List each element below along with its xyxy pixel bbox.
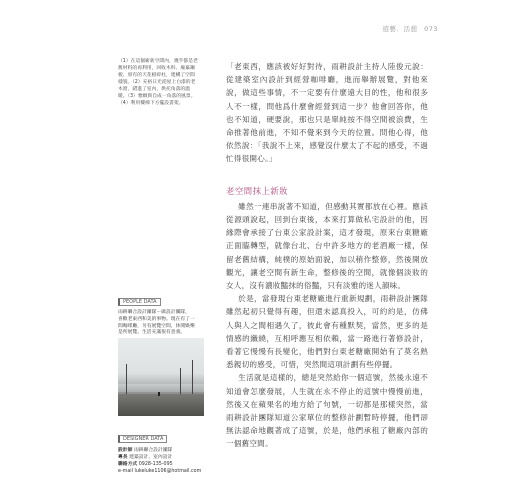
caption-line: 板、原有的天花板碎柱，建構了空間 (118, 73, 195, 78)
photo-figure (158, 392, 160, 396)
page-header (383, 24, 439, 33)
designer-row: 設計師 雨耕聯合設計團隊 (118, 448, 173, 453)
photo-tree (180, 368, 181, 394)
page-number: 073 (424, 25, 438, 33)
article-paragraph: 生活就是這樣的，總是突然給你一個這號，然後永遠不知道會怎麼發展，人生就在永不停止的這號中慢慢前進，然後又在蘋果名的地方給了句號，一切都是那樣突然，當雨耕設計團隊知道公家單位的整修計劃暫時停擺，他們卻無法認命地觀著成了這號，於是，他們承租了糖廠內部的一個舊空間。 (226, 373, 428, 449)
photo-caption (118, 58, 204, 107)
section-name: 遊藝．活憩 (382, 25, 418, 33)
photo-tree (126, 364, 127, 394)
designer-row: e-mail lukeluke1106@hotmail.com (118, 469, 202, 474)
people-line: 間咖啡廳，另有展覽空間，休閒娛樂 (118, 323, 195, 329)
photo-tree (192, 360, 193, 394)
designer-data-title: DESIGNER DATA (118, 435, 167, 443)
designer-data (118, 425, 228, 475)
people-line: 喜歡老東西和美的事物。現在有了一 (118, 316, 195, 322)
caption-line: （1）在這個嶄新空間內，幾乎都是老 (118, 59, 198, 64)
beach-photo (118, 338, 204, 416)
caption-line: 木窗，錯進了室內，烘托角落的溫 (118, 87, 190, 92)
caption-line: 樣貌。（2）充裕日光從屋上白漆的老 (118, 80, 196, 85)
article-body (226, 60, 428, 451)
people-data-title: PEOPLE DATA (118, 298, 161, 306)
caption-line: （4）利用樓梯下方擺設書架。 (118, 101, 184, 106)
people-line: 雨耕聯合設計團隊－做設計團隊， (118, 310, 190, 315)
designer-row: 專長 建築設計、室內設計 (118, 455, 173, 460)
article-paragraph: 雖然一連串說著不知道，但感動其實都放在心裡。應該從源頭說起，回到台東後，本來打算做私宅設計的他，因緣際會承接了台東公家設計案，這才發現，原來台東糖廠正面臨轉型，就像台北、台中許多地方的老酒廠一樣，保留老舊結構，純樸的原始面貌，加以稍作整修，然後開放觀光，讓老空間有新生命，整修後的空間，就像個淡妝的女人，沒有濃妝豔抹的俗豔，只有淡雅的迷人韻味。 (226, 201, 428, 291)
article-paragraph: 於是，當發現台東老糖廠進行重新規劃，雨耕設計團隊雖然起初只覺得有趣，但還未認真投入，可約約是，仿佛人與人之間相遇久了，彼此會有種默契，當然，更多的是情感的纖繞，互相呼應互相依賴，當一路進行著修設計，看著它慢慢有長變化，他們對台東老糖廠開始有了莫名熟悉親切的感受，可惜，突然間這項計劃有些停擺。 (226, 294, 428, 370)
photo-sand (118, 394, 204, 416)
designer-row: 聯絡方式 0928-135-095 (118, 462, 173, 467)
people-line: 是所展覽。生活充滿很有意義。 (118, 330, 186, 336)
section-heading: 老空間抹上新妝 (226, 185, 289, 196)
article-quote: 「老東西，應該被好好對待，雨耕設計主持人陸俊元說：從建築室內設計到經營咖啡廳，進而舉辦展覽，對他來說，做這些事情，不一定要有什麼遠大目的性，他和很多人不一樣，問他爲什麼會經營到這一步？他會回答你，他也不知道，硬要說，那也只是單純按不得空間被浪費，生命推著他前進，不知不覺來到今天的位置。問他心得，他依然說：「我說不上來，感覺沒什麼太了不起的感受，不過忙得很開心。」 (226, 62, 428, 164)
caption-line: 暖。（3）雅緻與自成一角落的風景。 (118, 94, 196, 99)
people-data (118, 288, 204, 337)
caption-line: 舊材料的再利用，回收木料、廢棄鋼 (118, 66, 195, 71)
